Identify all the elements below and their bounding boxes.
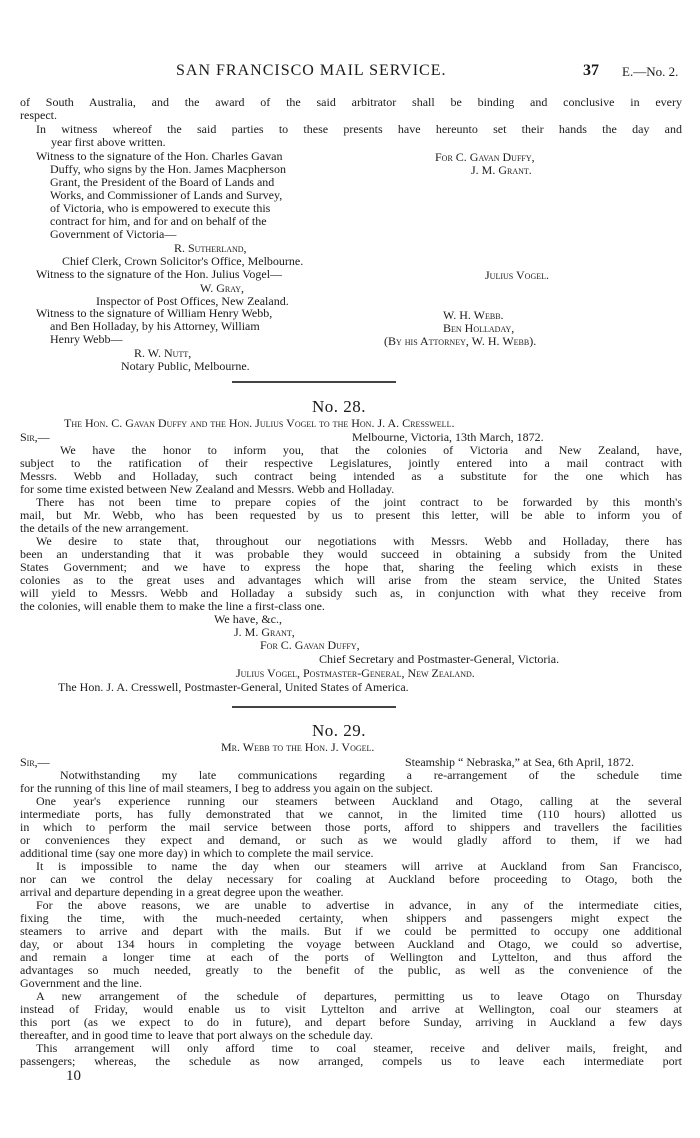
in-witness-line: In witness whereof the said parties to these presents have hereunto set their hands the day and [36, 122, 682, 136]
letter-line: this port (as we expect to do in future), and depart before Sunday, arriving in Auckland a few days [20, 1015, 682, 1029]
witness-text-line: Witness to the signature of the Hon. Julius Vogel— [36, 267, 283, 281]
letter-line: passengers; whereas, the schedule as now arranged, compels us to leave each intermediate port [20, 1054, 682, 1068]
section-divider [232, 381, 396, 383]
signatory-line: W. H. Webb. [443, 308, 504, 322]
text-line: respect. [20, 108, 57, 122]
letter-line: subject to the ratification of their respective Legislatures, jointly entered into a mail contract with [20, 456, 682, 470]
letter-line: colonies as to the great uses and advantages which will arise from the steam service, the United States [20, 573, 682, 587]
witness-text-line: and Ben Holladay, by his Attorney, William [50, 319, 260, 333]
closing: We have, &c., [214, 612, 283, 626]
witness-name: R. Sutherland, [174, 241, 247, 255]
letter-line: We desire to state that, throughout our negotiations with Messrs. Webb and Holladay, there has [36, 534, 682, 548]
letter-line: fixing the time, with the much-needed certainty, when shippers and passengers might expect the [20, 911, 682, 925]
letter-line: One year's experience running our steamers between Auckland and Otago, calling at the several [36, 794, 682, 808]
place-date: Steamship “ Nebraska,” at Sea, 6th April, 1872. [405, 755, 634, 769]
letter-line: and remain a longer time at each of the ports of Wellington and Lyttelton, and thus afford the [20, 950, 682, 964]
letter-number: No. 28. [312, 397, 367, 416]
letter-line: A new arrangement of the schedule of departures, permitting us to leave Otago on Thursday [36, 989, 682, 1003]
witness-text-line: of Victoria, who is empowered to execute this [50, 201, 271, 215]
witness-text-line: Grant, the President of the Board of Lands and [50, 175, 275, 189]
witness-text-line: Witness to the signature of the Hon. Charles Gavan [36, 149, 283, 163]
witness-text-line: contract for him, and for and on behalf of the [50, 214, 267, 228]
signatory-line: Julius Vogel. [485, 268, 550, 282]
letter-line: intermediate ports, has fully demonstrated that we cannot, in the limited time (110 hours) allotted us [20, 807, 682, 821]
witness-name: W. Gray, [200, 281, 245, 295]
letter-line: Government and the line. [20, 976, 142, 990]
witness-text-line: Works, and Commissioner of Lands and Survey, [50, 188, 283, 202]
page-number: 37 [583, 62, 599, 79]
letter-line: steamers to arrive and depart with the mails. But if we could be permitted to occupy one additional [20, 924, 682, 938]
salutation: Sir,— [20, 755, 50, 769]
letter-line: day, or about 134 hours in completing the voyage between Auckland and Otago, we could so advertise, [20, 937, 682, 951]
witness-block-3 [36, 307, 272, 346]
text-line: year first above written. [51, 135, 166, 149]
letter-line: in which to perform the mail service between those ports, afford to shippers and travellers the facilities [20, 820, 682, 834]
signatory-line: For C. Gavan Duffy, [435, 150, 535, 164]
letter-line: the colonies, will enable them to make the line a first-class one. [20, 599, 325, 613]
letter-line: instead of Friday, would enable us to visit Lyttelton and arrive at Wellington, coal our steamers at [20, 1002, 682, 1016]
letter-heading: The Hon. C. Gavan Duffy and the Hon. Julius Vogel to the Hon. J. A. Cresswell. [64, 416, 455, 430]
witness-title: Inspector of Post Offices, New Zealand. [96, 294, 289, 308]
letter-line: For the above reasons, we are unable to advertise in advance, in any of the intermediate cities, [36, 898, 682, 912]
signatory-line: J. M. Grant. [471, 163, 532, 177]
section-divider [232, 706, 396, 708]
letter-line: We have the honor to inform you, that the colonies of Victoria and New Zealand, have, [60, 443, 682, 457]
salutation: Sir,— [20, 430, 50, 444]
letter-line: or conveniences they expect and demand, or such as we would gladly afford to them, if we had [20, 833, 682, 847]
letter-line: thereafter, and in good time to leave that port always on the schedule day. [20, 1028, 373, 1042]
letter-line: advantages so much needed, greatly to the benefit of the public, as well as the convenience of the [20, 963, 682, 977]
witness-name: R. W. Nutt, [134, 346, 192, 360]
addressee: The Hon. J. A. Cresswell, Postmaster-General, United States of America. [58, 680, 409, 694]
witness-title: Chief Clerk, Crown Solicitor's Office, Melbourne. [62, 254, 304, 268]
witness-title: Notary Public, Melbourne. [121, 359, 250, 373]
letter-line: for some time existed between New Zealand and Messrs. Webb and Holladay. [20, 482, 395, 496]
printer-signature-mark: 10 [66, 1068, 81, 1084]
signatory-line: Ben Holladay, [443, 321, 515, 335]
letter-line: nor can we control the delay necessary for coaling at Auckland before proceeding to Otago, both the [20, 872, 682, 886]
text-line: of South Australia, and the award of the said arbitrator shall be binding and conclusive in every [20, 95, 682, 109]
letter-number: No. 29. [312, 721, 367, 740]
letter-line: This arrangement will only afford time to coal steamer, receive and deliver mails, freight, and [36, 1041, 682, 1055]
place-date: Melbourne, Victoria, 13th March, 1872. [352, 430, 544, 444]
letter-line: the details of the new arrangement. [20, 521, 189, 535]
witness-text-line: Duffy, who signs by the Hon. James Macpherson [50, 162, 286, 176]
letter-line: additional time (say one more day) in which to complete the mail service. [20, 846, 374, 860]
signature-line: Julius Vogel, Postmaster-General, New Zealand. [236, 666, 475, 680]
letter-line: been an understanding that it was probable they would succeed in obtaining a subsidy from the United [20, 547, 682, 561]
letter-line: There has not been time to prepare copies of the joint contract to be forwarded by this month's [36, 495, 682, 509]
document-reference: E.—No. 2. [622, 64, 679, 79]
signature-title: Chief Secretary and Postmaster-General, Victoria. [319, 652, 560, 666]
witness-text-line: Witness to the signature of William Henry Webb, [36, 306, 273, 320]
signature-line: J. M. Grant, [234, 625, 295, 639]
witness-text-line: Government of Victoria— [50, 227, 177, 241]
letter-line: States Government; and we have to express the hope that, sharing the feeling which exists in these [20, 560, 682, 574]
witness-block-1 [36, 150, 286, 241]
letter-line: arrival and departure depending in a great degree upon the weather. [20, 885, 344, 899]
signature-line: For C. Gavan Duffy, [260, 638, 360, 652]
letter-line: will yield to Messrs. Webb and Holladay a subsidy such as, in conjunction with what they receive from [20, 586, 682, 600]
letter-line: Messrs. Webb and Holladay, such contract being intended as a substitute for the one which has [20, 469, 682, 483]
letter-line: mail, but Mr. Webb, who has been requested by us to present this letter, will be able to inform you of [20, 508, 682, 522]
letter-line: for the running of this line of mail steamers, I beg to address you again on the subject. [20, 781, 433, 795]
letter-heading: Mr. Webb to the Hon. J. Vogel. [221, 740, 375, 754]
running-title: SAN FRANCISCO MAIL SERVICE. [176, 62, 447, 79]
signatory-line: (By his Attorney, W. H. Webb). [384, 334, 537, 348]
letter-line: Notwithstanding my late communications regarding a re-arrangement of the schedule time [60, 768, 682, 782]
letter-line: It is impossible to name the day when our steamers will arrive at Auckland from San Francisco, [36, 859, 682, 873]
witness-text-line: Henry Webb— [50, 332, 123, 346]
